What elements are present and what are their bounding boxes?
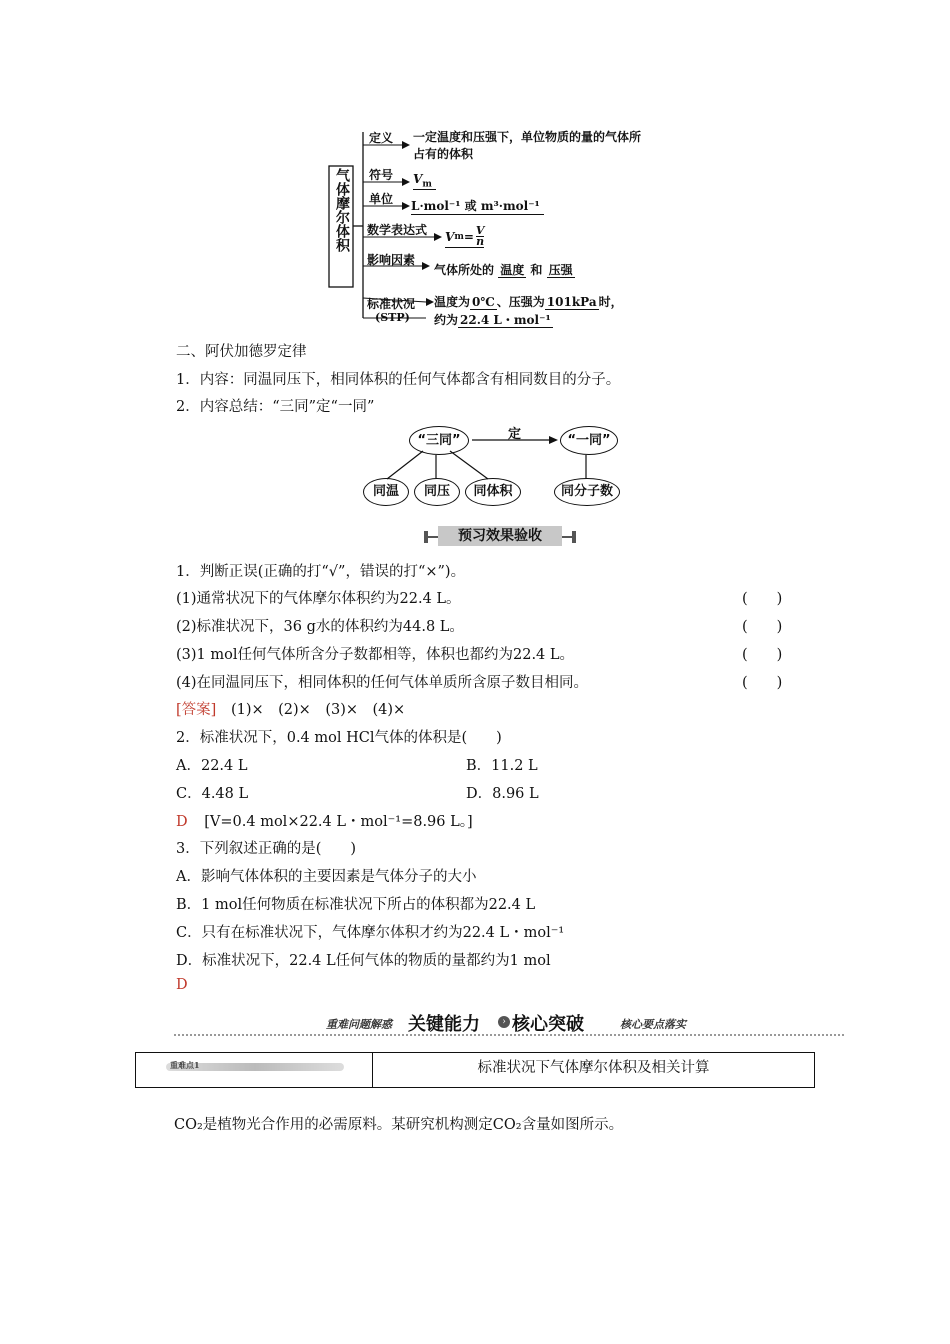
topic-table xyxy=(135,1052,815,1088)
q2-answer-letter: D xyxy=(176,814,188,830)
q2-answer xyxy=(176,810,473,831)
key-ability-banner xyxy=(174,1008,846,1038)
q1-paren-4: ( ) xyxy=(742,675,783,691)
chevron-right-icon: › xyxy=(498,1016,510,1028)
preview-banner-title: 预习效果验收 xyxy=(438,526,562,546)
node-same-pressure: 同压 xyxy=(414,478,460,506)
symbol-label: 符号 xyxy=(369,168,394,182)
node-same-molecules: 同分子数 xyxy=(554,478,620,506)
q1-answer-text: (1)× (2)× (3)× (4)× xyxy=(230,702,406,718)
topic-title: 标准状况下气体摩尔体积及相关计算 xyxy=(477,1060,710,1076)
q2-option-c: C．4.48 L xyxy=(176,786,249,802)
node-same-temp: 同温 xyxy=(363,478,409,506)
key-banner-title-1: 关键能力 xyxy=(408,1014,480,1035)
key-banner-title-2: 核心突破 xyxy=(512,1014,584,1035)
def-label: 定义 xyxy=(369,131,394,145)
key-banner-left: 重难问题解惑 xyxy=(326,1018,392,1031)
formula-value: V m = $\frac{V}{n}$ xyxy=(445,224,485,248)
key-banner-right: 核心要点落实 xyxy=(620,1018,686,1031)
symbol-value: $V_m$ xyxy=(413,172,436,190)
q2-option-d: D．8.96 L xyxy=(466,786,539,802)
q3-option-d: D．标准状况下，22.4 L任何气体的物质的量都约为1 mol xyxy=(176,953,551,969)
q1-answer xyxy=(176,698,405,719)
factor-label: 影响因素 xyxy=(367,253,416,267)
arrow-label: 定 xyxy=(508,427,522,442)
q2-option-b: B．11.2 L xyxy=(466,758,538,774)
q3-option-b: B．1 mol任何物质在标准状况下所占的体积都为22.4 L xyxy=(176,897,536,913)
topic-table-tag-cell xyxy=(136,1053,373,1087)
answer-tag: [答案] xyxy=(176,702,217,718)
formula-label: 数学表达式 xyxy=(367,223,428,237)
unit-value: L·mol⁻¹ 或 m³·mol⁻¹ xyxy=(411,197,544,215)
section-item-1: 1．内容：同温同压下，相同体积的任何气体都含有相同数目的分子。 xyxy=(176,372,621,388)
q1-statement-4: (4)在同温同压下，相同体积的任何气体单质所含原子数目相同。 xyxy=(176,675,589,691)
node-one-same: “一同” xyxy=(560,426,618,455)
q3-option-a: A．影响气体体积的主要因素是气体分子的大小 xyxy=(176,869,477,885)
stp-line2: 约为 22.4 L・mol⁻¹ xyxy=(434,313,551,327)
stp-line1: 温度为 0℃ 、压强为 101kPa 时， xyxy=(434,295,623,309)
node-three-same: “三同” xyxy=(409,426,469,455)
preview-banner xyxy=(424,526,576,548)
q1-statement-2: (2)标准状况下，36 g水的体积约为44.8 L。 xyxy=(176,619,464,635)
unit-label: 单位 xyxy=(369,192,394,206)
q3-stem: 3．下列叙述正确的是( ) xyxy=(176,841,357,857)
factor-value: 气体所处的 温度 和 压强 xyxy=(434,263,573,277)
topic-tag: 重难点1 xyxy=(170,1060,200,1070)
q1-statement-1: (1)通常状况下的气体摩尔体积约为22.4 L。 xyxy=(176,591,461,607)
def-text-line1: 一定温度和压强下，单位物质的量的气体所 xyxy=(413,130,642,144)
stp-label: 标准状况 xyxy=(367,297,416,311)
q1-statement-3: (3)1 mol任何气体所含分子数都相等，体积也都约为22.4 L。 xyxy=(176,647,575,663)
q1-paren-2: ( ) xyxy=(742,619,783,635)
stp-label-abbr: (STP) xyxy=(375,311,410,324)
q1-paren-3: ( ) xyxy=(742,647,783,663)
section-item-2: 2．内容总结：“三同”定“一同” xyxy=(176,399,375,415)
intro-paragraph: CO₂是植物光合作用的必需原料。某研究机构测定CO₂含量如图所示。 xyxy=(174,1117,624,1133)
def-text-line2: 占有的体积 xyxy=(413,147,474,161)
section-heading: 二、阿伏加德罗定律 xyxy=(176,344,307,360)
node-same-volume: 同体积 xyxy=(465,478,521,506)
q1-stem: 1．判断正误(正确的打“√”，错误的打“×”)。 xyxy=(176,564,466,580)
q1-paren-1: ( ) xyxy=(742,591,783,607)
q3-option-c: C．只有在标准状况下，气体摩尔体积才约为22.4 L・mol⁻¹ xyxy=(176,925,565,941)
q3-answer-letter: D xyxy=(176,977,188,993)
q2-stem: 2．标准状况下，0.4 mol HCl气体的体积是( ) xyxy=(176,730,502,746)
diagram-lines xyxy=(0,0,950,520)
concept-map-root: 气体摩尔体积 xyxy=(334,168,350,252)
q2-option-a: A．22.4 L xyxy=(176,758,248,774)
q2-answer-explain: [V=0.4 mol×22.4 L・mol⁻¹=8.96 L。] xyxy=(204,814,473,830)
